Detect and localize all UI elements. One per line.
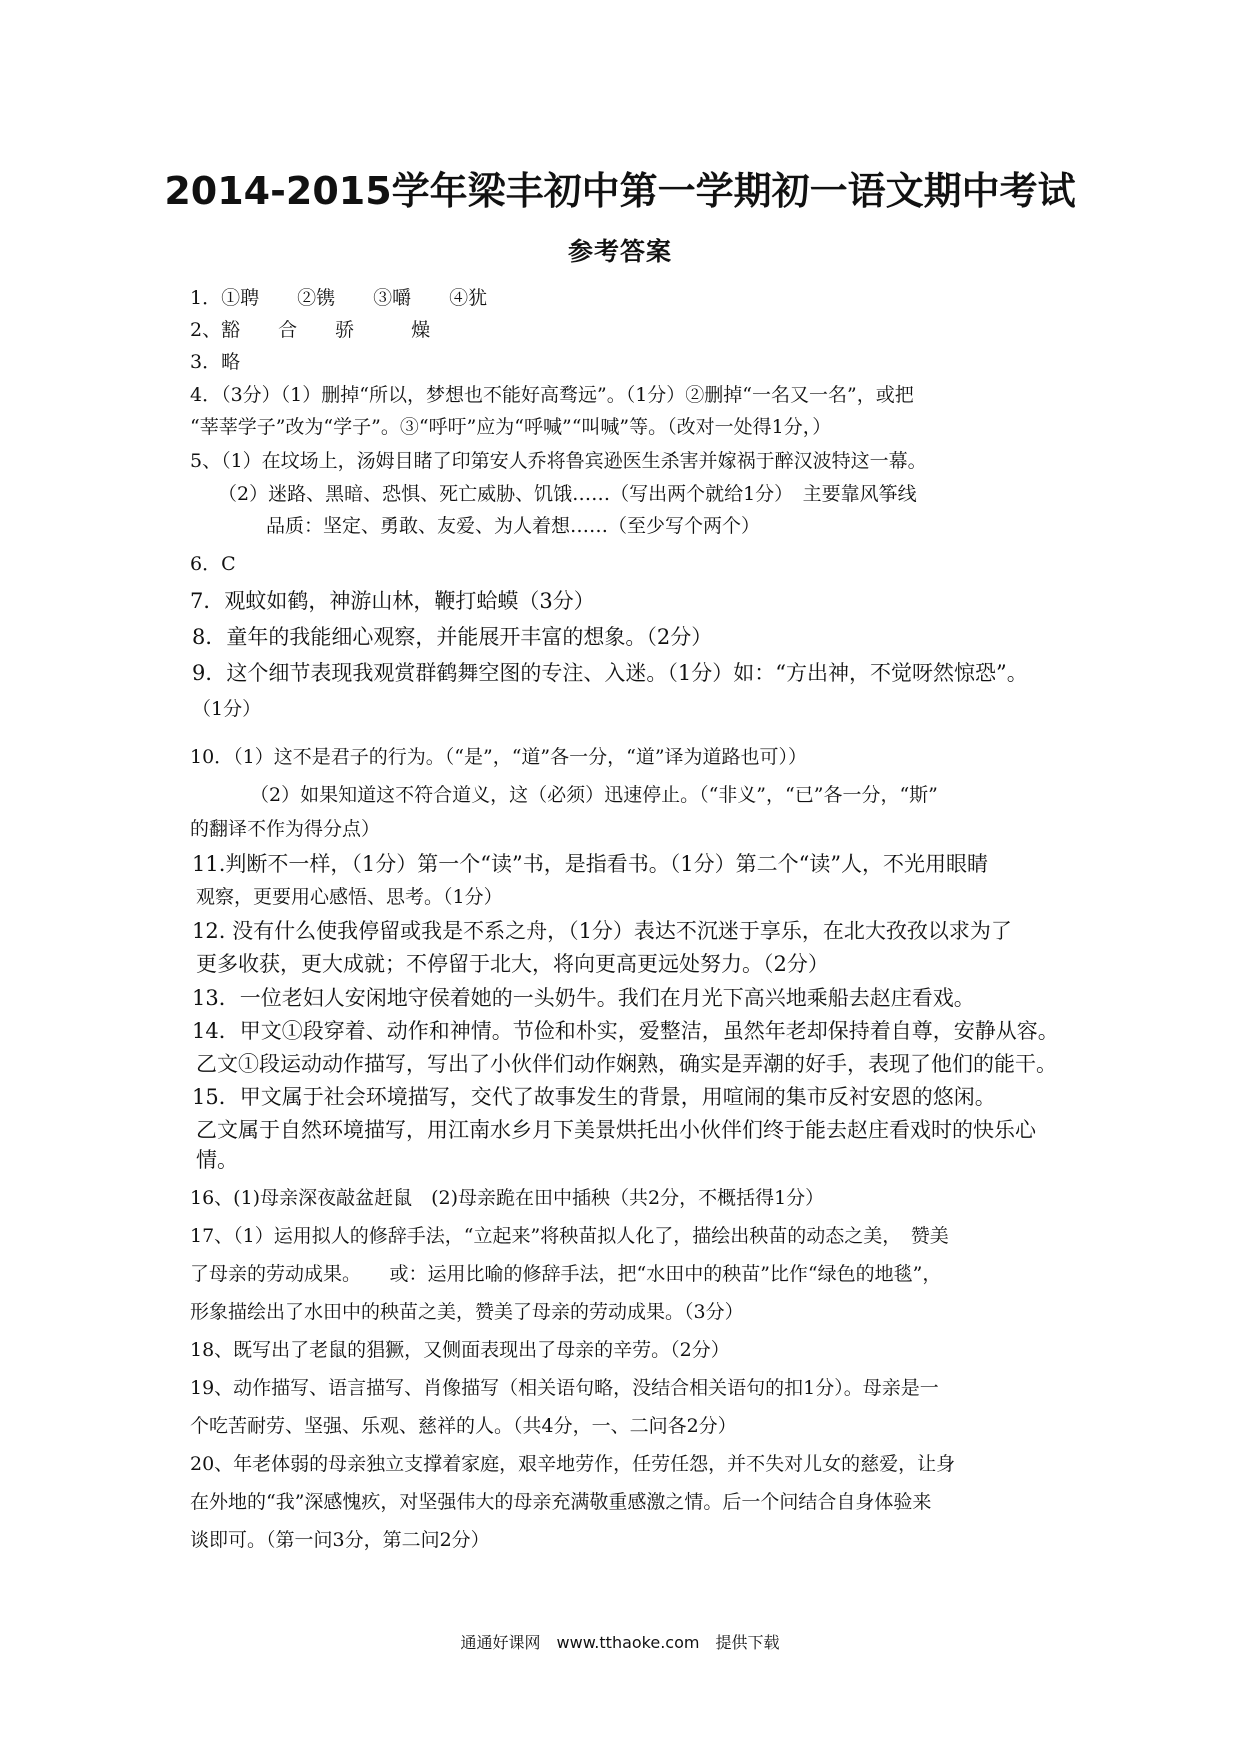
answer-line: 19、动作描写、语言描写、肖像描写（相关语句略，没结合相关语句的扣1分）。母亲是一 (190, 1377, 939, 1399)
answer-line: 20、年老体弱的母亲独立支撑着家庭，艰辛地劳作，任劳任怨，并不失对儿女的慈爱，让身 (190, 1453, 956, 1475)
answer-line: 6．C (190, 553, 236, 575)
page-footer: 通通好课网 www.tthaoke.com 提供下载 (460, 1633, 780, 1652)
page-title: 2014-2015学年梁丰初中第一学期初一语文期中考试 (164, 169, 1076, 213)
answer-line: 14．甲文①段穿着、动作和神情。节俭和朴实，爱整洁，虽然年老却保持着自尊，安静从容。 (192, 1019, 1059, 1043)
page-subtitle: 参考答案 (567, 237, 672, 266)
answer-line: 更多收获，更大成就；不停留于北大，将向更高更远处努力。（2分） (196, 952, 829, 976)
answer-line: 的翻译不作为得分点） (190, 818, 381, 840)
answer-line: 9．这个细节表现我观赏群鹤舞空图的专注、入迷。（1分）如：“方出神，不觉呀然惊恐”。 (192, 661, 1028, 685)
answer-line: 乙文①段运动动作描写，写出了小伙伴们动作娴熟，确实是弄潮的好手，表现了他们的能干。 (196, 1052, 1057, 1076)
answer-line: 情。 (196, 1148, 238, 1172)
answer-line: 品质：坚定、勇敢、友爱、为人着想……（至少写个两个） (266, 515, 761, 537)
answer-line: 了母亲的劳动成果。 或：运用比喻的修辞手法，把“水田中的秧苗”比作“绿色的地毯”， (190, 1263, 942, 1285)
answer-line: （1分） (192, 698, 262, 720)
answer-line: 7．观蚊如鹤，神游山林，鞭打蛤蟆（3分） (190, 589, 595, 613)
answer-line: 3．略 (190, 351, 241, 373)
answer-line: “莘莘学子”改为“学子”。③“呼吁”应为“呼喊”“叫喊”等。（改对一处得1分，） (190, 416, 832, 438)
answer-line: 12. 没有什么使我停留或我是不系之舟，（1分）表达不沉迷于享乐，在北大孜孜以求为了 (192, 919, 1012, 943)
answer-line: 15．甲文属于社会环境描写，交代了故事发生的背景，用喧闹的集市反衬安恩的悠闲。 (192, 1085, 996, 1109)
answer-line: 乙文属于自然环境描写，用江南水乡月下美景烘托出小伙伴们终于能去赵庄看戏时的快乐心 (196, 1118, 1036, 1142)
answer-line: 1．①聘 ②镌 ③嚼 ④犹 (190, 287, 488, 309)
answer-line: （2）如果知道这不符合道义，这（必须）迅速停止。（“非义”，“已”各一分，“斯” (250, 784, 938, 806)
answer-line: 18、既写出了老鼠的猖獗，又侧面表现出了母亲的辛劳。（2分） (190, 1339, 730, 1361)
answer-line: 5、（1）在坟场上，汤姆目睹了印第安人乔将鲁宾逊医生杀害并嫁祸于醉汉波特这一幕。 (190, 450, 927, 472)
answer-line: 谈即可。（第一问3分，第二问2分） (190, 1529, 490, 1551)
answer-line: 形象描绘出了水田中的秧苗之美，赞美了母亲的劳动成果。（3分） (190, 1301, 744, 1323)
answer-line: 11.判断不一样，（1分）第一个“读”书，是指看书。（1分）第二个“读”人，不光用眼睛 (192, 852, 989, 876)
answer-line: 8．童年的我能细心观察，并能展开丰富的想象。（2分） (192, 625, 713, 649)
answer-line: 个吃苦耐劳、坚强、乐观、慈祥的人。（共4分，一、二问各2分） (190, 1415, 737, 1437)
answer-line: 在外地的“我”深感愧疚，对坚强伟大的母亲充满敬重感激之情。后一个问结合自身体验来 (190, 1491, 932, 1513)
answer-line: 10．（1）这不是君子的行为。（“是”，“道”各一分，“道”译为道路也可）） (190, 746, 808, 768)
answer-line: 16、(1)母亲深夜敲盆赶鼠 (2)母亲跪在田中插秧（共2分，不概括得1分） (190, 1187, 825, 1209)
answer-line: 2、豁 合 骄 燥 (190, 319, 431, 341)
answer-line: 17、（1）运用拟人的修辞手法，“立起来”将秧苗拟人化了，描绘出秧苗的动态之美， 赞美 (190, 1225, 949, 1247)
answer-line: 4．（3分）（1）删掉“所以，梦想也不能好高骛远”。（1分）②删掉“一名又一名”，或把 (190, 384, 914, 406)
answer-line: 观察，更要用心感悟、思考。（1分） (196, 886, 503, 908)
answer-line: （2）迷路、黑暗、恐惧、死亡威胁、饥饿……（写出两个就给1分） 主要靠风筝线 (218, 483, 917, 505)
answer-line: 13．一位老妇人安闲地守侯着她的一头奶牛。我们在月光下高兴地乘船去赵庄看戏。 (192, 986, 975, 1010)
